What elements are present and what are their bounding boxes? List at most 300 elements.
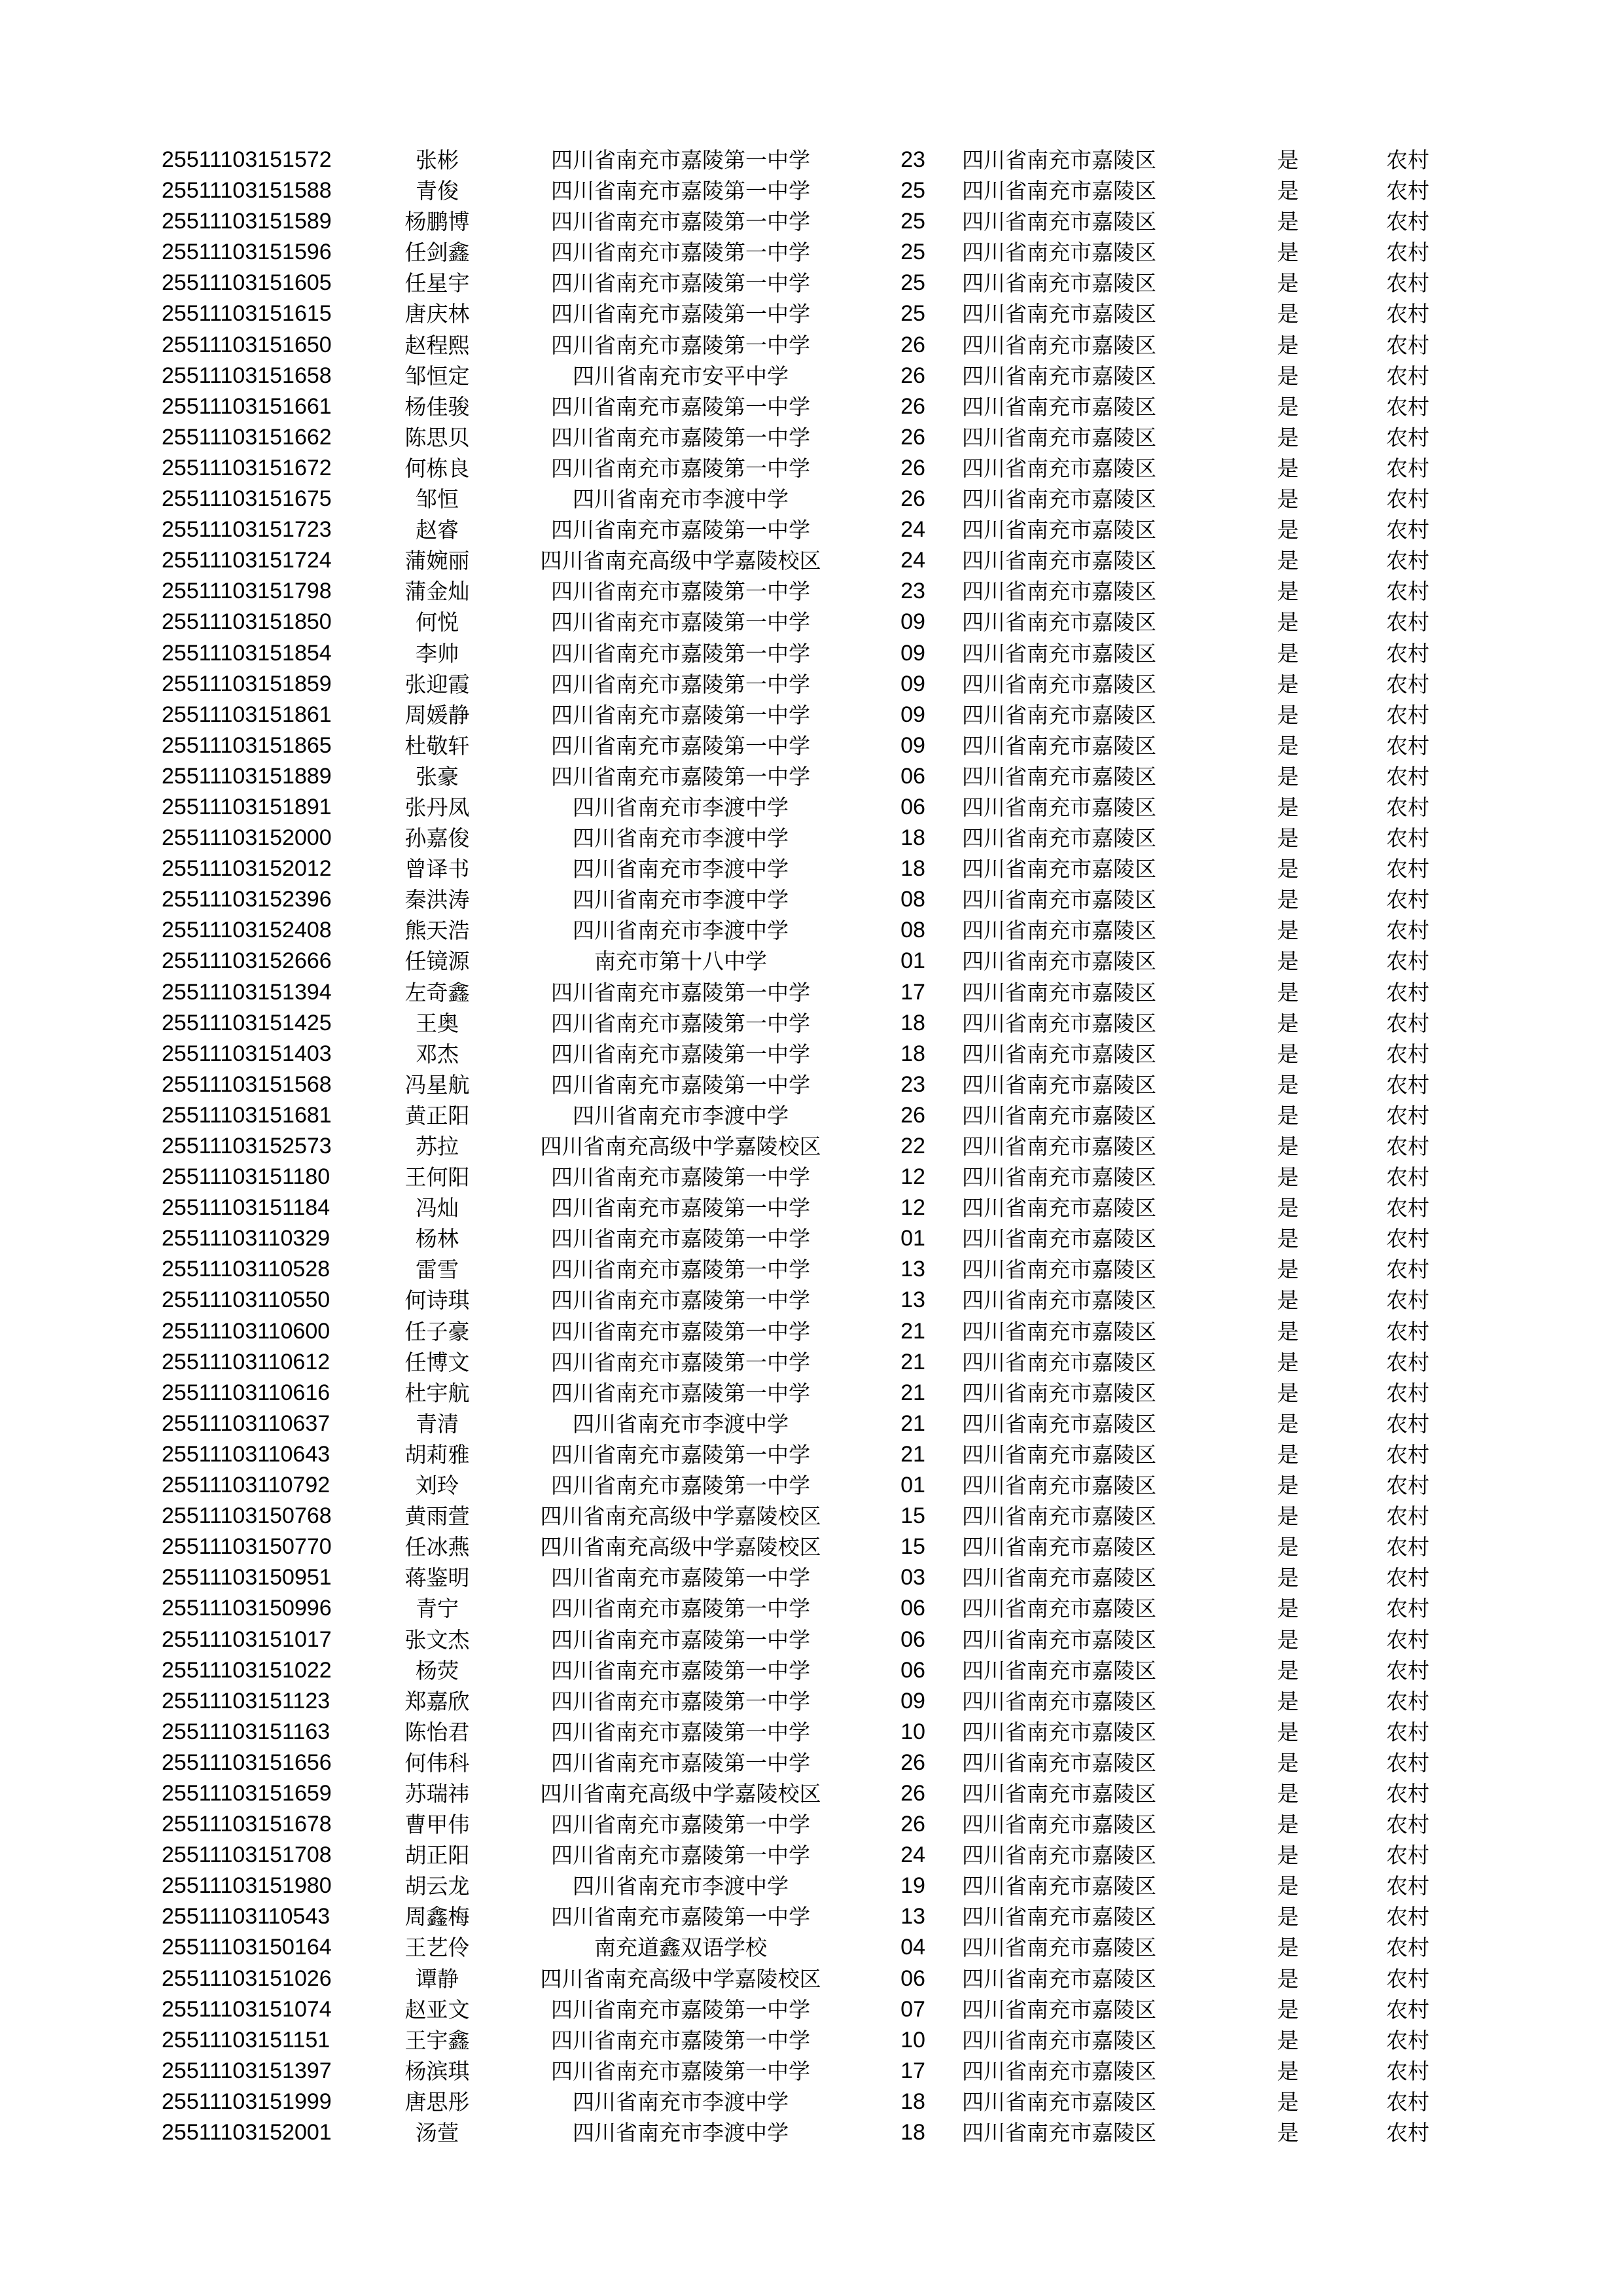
student-name-cell: 何悦 [416, 609, 459, 636]
student-name-cell: 杨滨琪 [404, 2058, 470, 2084]
flag-cell: 是 [1277, 1873, 1299, 1899]
area-type-cell: 农村 [1386, 1380, 1429, 1406]
region-cell: 四川省南充市嘉陵区 [962, 763, 1156, 789]
area-type-cell: 农村 [1386, 1010, 1429, 1036]
area-type-cell: 农村 [1386, 1749, 1429, 1776]
student-name-cell: 邹恒 [416, 486, 459, 512]
school-cell: 四川省南充市嘉陵第一中学 [551, 979, 810, 1005]
region-cell: 四川省南充市嘉陵区 [962, 548, 1156, 574]
table-row [0, 1039, 1623, 1069]
area-type-cell: 农村 [1386, 1780, 1429, 1806]
table-row [0, 1316, 1623, 1347]
flag-cell: 是 [1277, 1842, 1299, 1869]
student-name-cell: 胡云龙 [404, 1873, 470, 1899]
student-id-cell: 25511103150996 [162, 1596, 332, 1621]
school-cell: 四川省南充市嘉陵第一中学 [551, 1226, 810, 1252]
area-type-cell: 农村 [1386, 1349, 1429, 1375]
class-code-cell: 12 [901, 1195, 925, 1221]
area-type-cell: 农村 [1386, 301, 1429, 327]
student-id-cell: 25511103110600 [162, 1318, 330, 1344]
class-code-cell: 24 [901, 548, 925, 573]
school-cell: 四川省南充市嘉陵第一中学 [551, 1749, 810, 1776]
student-id-cell: 25511103110637 [162, 1410, 330, 1436]
student-name-cell: 张迎霞 [404, 671, 470, 697]
student-id-cell: 25511103151074 [162, 1996, 332, 2022]
area-type-cell: 农村 [1386, 1318, 1429, 1344]
flag-cell: 是 [1277, 856, 1299, 882]
student-name-cell: 赵程熙 [404, 332, 470, 358]
table-row [0, 237, 1623, 268]
region-cell: 四川省南充市嘉陵区 [962, 1657, 1156, 1683]
table-row [0, 1593, 1623, 1624]
table-row [0, 792, 1623, 823]
flag-cell: 是 [1277, 147, 1299, 173]
region-cell: 四川省南充市嘉陵区 [962, 332, 1156, 358]
student-name-cell: 青俊 [416, 178, 459, 204]
school-cell: 四川省南充市嘉陵第一中学 [551, 270, 810, 296]
student-name-cell: 胡莉雅 [404, 1441, 470, 1467]
area-type-cell: 农村 [1386, 393, 1429, 420]
area-type-cell: 农村 [1386, 763, 1429, 789]
region-cell: 四川省南充市嘉陵区 [962, 1873, 1156, 1899]
table-row [0, 977, 1623, 1008]
student-name-cell: 杨林 [416, 1226, 459, 1252]
school-cell: 四川省南充市嘉陵第一中学 [551, 393, 810, 420]
student-name-cell: 周媛静 [404, 702, 470, 728]
student-name-cell: 杨荧 [416, 1657, 459, 1683]
table-row [0, 1347, 1623, 1378]
flag-cell: 是 [1277, 1688, 1299, 1714]
class-code-cell: 06 [901, 1596, 925, 1621]
table-row [0, 1532, 1623, 1562]
school-cell: 四川省南充市嘉陵第一中学 [551, 1626, 810, 1653]
school-cell: 四川省南充市嘉陵第一中学 [551, 1041, 810, 1067]
table-row [0, 298, 1623, 329]
student-id-cell: 25511103151798 [162, 579, 332, 604]
table-row [0, 1562, 1623, 1593]
table-row [0, 1840, 1623, 1871]
student-name-cell: 冯星航 [404, 1071, 470, 1098]
student-id-cell: 25511103151675 [162, 486, 332, 512]
area-type-cell: 农村 [1386, 979, 1429, 1005]
class-code-cell: 26 [901, 363, 925, 388]
table-row [0, 545, 1623, 576]
area-type-cell: 农村 [1386, 1904, 1429, 1930]
class-code-cell: 21 [901, 1410, 925, 1436]
student-id-cell: 25511103151151 [162, 2027, 330, 2053]
table-row [0, 2087, 1623, 2117]
student-id-cell: 25511103110550 [162, 1287, 330, 1313]
student-name-cell: 任冰燕 [404, 1534, 470, 1560]
school-cell: 四川省南充市嘉陵第一中学 [551, 1287, 810, 1314]
area-type-cell: 农村 [1386, 332, 1429, 358]
flag-cell: 是 [1277, 1041, 1299, 1067]
student-name-cell: 何伟科 [404, 1749, 470, 1776]
class-code-cell: 01 [901, 948, 925, 974]
student-id-cell: 25511103151184 [162, 1195, 330, 1221]
region-cell: 四川省南充市嘉陵区 [962, 270, 1156, 296]
student-id-cell: 25511103151658 [162, 363, 332, 388]
school-cell: 四川省南充市嘉陵第一中学 [551, 1842, 810, 1869]
student-name-cell: 青清 [416, 1410, 459, 1437]
class-code-cell: 15 [901, 1503, 925, 1529]
school-cell: 四川省南充市嘉陵第一中学 [551, 1996, 810, 2022]
class-code-cell: 09 [901, 1688, 925, 1713]
region-cell: 四川省南充市嘉陵区 [962, 2058, 1156, 2084]
student-id-cell: 25511103110329 [162, 1226, 330, 1251]
student-id-cell: 25511103151656 [162, 1749, 332, 1775]
class-code-cell: 09 [901, 609, 925, 635]
region-cell: 四川省南充市嘉陵区 [962, 1935, 1156, 1961]
area-type-cell: 农村 [1386, 1195, 1429, 1221]
flag-cell: 是 [1277, 1134, 1299, 1159]
class-code-cell: 23 [901, 579, 925, 604]
region-cell: 四川省南充市嘉陵区 [962, 1318, 1156, 1344]
table-row [0, 576, 1623, 607]
student-name-cell: 邓杰 [416, 1041, 459, 1067]
flag-cell: 是 [1277, 301, 1299, 327]
class-code-cell: 26 [901, 1102, 925, 1128]
area-type-cell: 农村 [1386, 1503, 1429, 1530]
table-row [0, 2117, 1623, 2148]
class-code-cell: 21 [901, 1380, 925, 1405]
class-code-cell: 01 [901, 1473, 925, 1498]
class-code-cell: 26 [901, 455, 925, 480]
student-id-cell: 25511103151022 [162, 1657, 332, 1683]
student-id-cell: 25511103151394 [162, 979, 332, 1005]
student-id-cell: 25511103151615 [162, 301, 332, 327]
student-id-cell: 25511103151723 [162, 517, 332, 543]
student-id-cell: 25511103151661 [162, 393, 332, 419]
flag-cell: 是 [1277, 1318, 1299, 1344]
flag-cell: 是 [1277, 1996, 1299, 2022]
student-id-cell: 25511103152001 [162, 2120, 332, 2145]
table-row [0, 1223, 1623, 1254]
class-code-cell: 21 [901, 1318, 925, 1344]
area-type-cell: 农村 [1386, 1596, 1429, 1622]
region-cell: 四川省南充市嘉陵区 [962, 393, 1156, 420]
table-row [0, 946, 1623, 977]
area-type-cell: 农村 [1386, 1873, 1429, 1899]
student-id-cell: 25511103150164 [162, 1935, 332, 1960]
student-id-cell: 25511103151589 [162, 209, 332, 234]
class-code-cell: 23 [901, 147, 925, 172]
region-cell: 四川省南充市嘉陵区 [962, 240, 1156, 266]
student-name-cell: 李帅 [416, 640, 459, 666]
region-cell: 四川省南充市嘉陵区 [962, 887, 1156, 913]
student-name-cell: 黄雨萱 [404, 1503, 470, 1530]
student-name-cell: 张丹凤 [404, 794, 470, 820]
student-name-cell: 杨鹏博 [404, 209, 470, 235]
class-code-cell: 13 [901, 1287, 925, 1313]
flag-cell: 是 [1277, 1749, 1299, 1776]
table-row [0, 1008, 1623, 1039]
student-id-cell: 25511103151724 [162, 548, 332, 573]
area-type-cell: 农村 [1386, 424, 1429, 450]
area-type-cell: 农村 [1386, 1996, 1429, 2022]
class-code-cell: 17 [901, 979, 925, 1005]
student-id-cell: 25511103151650 [162, 332, 332, 357]
student-name-cell: 胡正阳 [404, 1842, 470, 1869]
table-row [0, 1748, 1623, 1778]
student-name-cell: 张文杰 [404, 1626, 470, 1653]
table-row [0, 1254, 1623, 1285]
class-code-cell: 09 [901, 732, 925, 758]
flag-cell: 是 [1277, 671, 1299, 697]
student-name-cell: 黄正阳 [404, 1102, 470, 1128]
class-code-cell: 21 [901, 1349, 925, 1374]
class-code-cell: 13 [901, 1904, 925, 1929]
school-cell: 四川省南充市嘉陵第一中学 [551, 1380, 810, 1406]
class-code-cell: 07 [901, 1996, 925, 2022]
student-id-cell: 25511103151403 [162, 1041, 332, 1066]
student-name-cell: 杨佳骏 [404, 393, 470, 420]
table-row [0, 1470, 1623, 1501]
student-id-cell: 25511103151659 [162, 1780, 332, 1806]
flag-cell: 是 [1277, 825, 1299, 852]
table-row [0, 268, 1623, 298]
student-name-cell: 陈思贝 [404, 424, 470, 450]
region-cell: 四川省南充市嘉陵区 [962, 1071, 1156, 1098]
school-cell: 四川省南充市嘉陵第一中学 [551, 517, 810, 543]
student-id-cell: 25511103151397 [162, 2058, 332, 2083]
region-cell: 四川省南充市嘉陵区 [962, 1688, 1156, 1714]
class-code-cell: 06 [901, 1657, 925, 1683]
student-name-cell: 任子豪 [404, 1318, 470, 1344]
school-cell: 四川省南充高级中学嘉陵校区 [540, 548, 821, 574]
student-name-cell: 曾译书 [404, 856, 470, 882]
student-id-cell: 25511103151859 [162, 671, 332, 696]
class-code-cell: 21 [901, 1441, 925, 1467]
flag-cell: 是 [1277, 579, 1299, 605]
region-cell: 四川省南充市嘉陵区 [962, 1349, 1156, 1375]
student-name-cell: 蒲金灿 [404, 579, 470, 605]
flag-cell: 是 [1277, 1565, 1299, 1591]
student-name-cell: 王宇鑫 [404, 2027, 470, 2053]
student-name-cell: 杜敬轩 [404, 732, 470, 759]
student-name-cell: 陈怡君 [404, 1719, 470, 1745]
school-cell: 四川省南充市李渡中学 [573, 1102, 789, 1128]
student-name-cell: 郑嘉欣 [404, 1688, 470, 1714]
table-row [0, 884, 1623, 915]
student-id-cell: 25511103151017 [162, 1626, 332, 1652]
class-code-cell: 09 [901, 702, 925, 727]
school-cell: 四川省南充市嘉陵第一中学 [551, 147, 810, 173]
table-row [0, 1994, 1623, 2025]
class-code-cell: 26 [901, 424, 925, 450]
student-name-cell: 蒋鉴明 [404, 1565, 470, 1591]
student-name-cell: 邹恒定 [404, 363, 470, 389]
student-id-cell: 25511103110792 [162, 1473, 330, 1498]
school-cell: 四川省南充市嘉陵第一中学 [551, 1904, 810, 1930]
flag-cell: 是 [1277, 486, 1299, 512]
table-row [0, 206, 1623, 237]
school-cell: 四川省南充市嘉陵第一中学 [551, 1257, 810, 1283]
flag-cell: 是 [1277, 1441, 1299, 1467]
flag-cell: 是 [1277, 2027, 1299, 2053]
class-code-cell: 26 [901, 486, 925, 512]
student-name-cell: 王艺伶 [404, 1935, 470, 1961]
school-cell: 四川省南充高级中学嘉陵校区 [540, 1503, 821, 1530]
area-type-cell: 农村 [1386, 1134, 1429, 1159]
student-name-cell: 曹甲伟 [404, 1812, 470, 1838]
region-cell: 四川省南充市嘉陵区 [962, 301, 1156, 327]
student-name-cell: 张彬 [416, 147, 459, 173]
table-row [0, 514, 1623, 545]
class-code-cell: 18 [901, 2120, 925, 2145]
table-row [0, 1932, 1623, 1963]
student-name-cell: 任镜源 [404, 948, 470, 975]
school-cell: 四川省南充高级中学嘉陵校区 [540, 1534, 821, 1560]
area-type-cell: 农村 [1386, 548, 1429, 574]
table-row [0, 1809, 1623, 1840]
flag-cell: 是 [1277, 1380, 1299, 1406]
student-id-cell: 25511103151865 [162, 732, 332, 758]
flag-cell: 是 [1277, 2089, 1299, 2115]
region-cell: 四川省南充市嘉陵区 [962, 1134, 1156, 1159]
student-id-cell: 25511103151850 [162, 609, 332, 635]
region-cell: 四川省南充市嘉陵区 [962, 918, 1156, 944]
table-row [0, 391, 1623, 422]
area-type-cell: 农村 [1386, 517, 1429, 543]
school-cell: 四川省南充市嘉陵第一中学 [551, 1195, 810, 1221]
student-id-cell: 25511103110643 [162, 1441, 330, 1467]
school-cell: 四川省南充市嘉陵第一中学 [551, 2027, 810, 2053]
flag-cell: 是 [1277, 178, 1299, 204]
class-code-cell: 23 [901, 1071, 925, 1097]
table-row [0, 484, 1623, 514]
region-cell: 四川省南充市嘉陵区 [962, 1287, 1156, 1314]
class-code-cell: 01 [901, 1226, 925, 1251]
school-cell: 四川省南充市嘉陵第一中学 [551, 1688, 810, 1714]
area-type-cell: 农村 [1386, 486, 1429, 512]
school-cell: 四川省南充市嘉陵第一中学 [551, 1812, 810, 1838]
area-type-cell: 农村 [1386, 1626, 1429, 1653]
school-cell: 四川省南充市嘉陵第一中学 [551, 763, 810, 789]
student-name-cell: 任博文 [404, 1349, 470, 1375]
school-cell: 四川省南充市嘉陵第一中学 [551, 1349, 810, 1375]
region-cell: 四川省南充市嘉陵区 [962, 979, 1156, 1005]
class-code-cell: 18 [901, 825, 925, 851]
table-row [0, 1285, 1623, 1316]
table-row [0, 1964, 1623, 1994]
student-id-cell: 25511103152666 [162, 948, 332, 974]
area-type-cell: 农村 [1386, 1842, 1429, 1869]
school-cell: 四川省南充市嘉陵第一中学 [551, 301, 810, 327]
school-cell: 四川省南充市嘉陵第一中学 [551, 178, 810, 204]
region-cell: 四川省南充市嘉陵区 [962, 1380, 1156, 1406]
school-cell: 四川省南充市李渡中学 [573, 825, 789, 852]
region-cell: 四川省南充市嘉陵区 [962, 1010, 1156, 1036]
flag-cell: 是 [1277, 1965, 1299, 1992]
area-type-cell: 农村 [1386, 825, 1429, 852]
student-list-table [0, 145, 1623, 2148]
flag-cell: 是 [1277, 794, 1299, 820]
area-type-cell: 农村 [1386, 1257, 1429, 1283]
table-row [0, 330, 1623, 361]
table-row [0, 1686, 1623, 1717]
table-row [0, 1501, 1623, 1532]
class-code-cell: 09 [901, 640, 925, 666]
table-row [0, 761, 1623, 792]
class-code-cell: 08 [901, 918, 925, 943]
region-cell: 四川省南充市嘉陵区 [962, 1565, 1156, 1591]
table-row [0, 1162, 1623, 1193]
class-code-cell: 25 [901, 240, 925, 265]
student-id-cell: 25511103150768 [162, 1503, 332, 1529]
student-id-cell: 25511103151425 [162, 1010, 332, 1035]
flag-cell: 是 [1277, 1226, 1299, 1252]
school-cell: 四川省南充市嘉陵第一中学 [551, 240, 810, 266]
table-row [0, 1069, 1623, 1100]
region-cell: 四川省南充市嘉陵区 [962, 1996, 1156, 2022]
flag-cell: 是 [1277, 393, 1299, 420]
area-type-cell: 农村 [1386, 178, 1429, 204]
student-name-cell: 赵亚文 [404, 1996, 470, 2022]
student-id-cell: 25511103151891 [162, 794, 332, 819]
table-row [0, 175, 1623, 206]
table-row [0, 1193, 1623, 1223]
flag-cell: 是 [1277, 1596, 1299, 1622]
class-code-cell: 10 [901, 1719, 925, 1744]
school-cell: 四川省南充市嘉陵第一中学 [551, 671, 810, 697]
area-type-cell: 农村 [1386, 732, 1429, 759]
region-cell: 四川省南充市嘉陵区 [962, 1904, 1156, 1930]
student-id-cell: 25511103151588 [162, 178, 332, 204]
student-name-cell: 杜宇航 [404, 1380, 470, 1406]
student-name-cell: 熊天浩 [404, 918, 470, 944]
class-code-cell: 06 [901, 794, 925, 819]
class-code-cell: 26 [901, 393, 925, 419]
flag-cell: 是 [1277, 2058, 1299, 2084]
student-id-cell: 25511103151708 [162, 1842, 332, 1868]
region-cell: 四川省南充市嘉陵区 [962, 517, 1156, 543]
region-cell: 四川省南充市嘉陵区 [962, 486, 1156, 512]
school-cell: 四川省南充市嘉陵第一中学 [551, 1596, 810, 1622]
student-id-cell: 25511103151672 [162, 455, 332, 480]
area-type-cell: 农村 [1386, 455, 1429, 481]
school-cell: 四川省南充市李渡中学 [573, 918, 789, 944]
table-row [0, 700, 1623, 730]
region-cell: 四川省南充市嘉陵区 [962, 702, 1156, 728]
flag-cell: 是 [1277, 763, 1299, 789]
region-cell: 四川省南充市嘉陵区 [962, 640, 1156, 666]
area-type-cell: 农村 [1386, 1657, 1429, 1683]
flag-cell: 是 [1277, 1904, 1299, 1930]
class-code-cell: 24 [901, 1842, 925, 1868]
student-id-cell: 25511103150770 [162, 1534, 332, 1560]
region-cell: 四川省南充市嘉陵区 [962, 1195, 1156, 1221]
flag-cell: 是 [1277, 1071, 1299, 1098]
student-id-cell: 25511103110543 [162, 1904, 330, 1929]
school-cell: 四川省南充市嘉陵第一中学 [551, 732, 810, 759]
region-cell: 四川省南充市嘉陵区 [962, 1749, 1156, 1776]
area-type-cell: 农村 [1386, 918, 1429, 944]
flag-cell: 是 [1277, 1102, 1299, 1128]
student-id-cell: 25511103151568 [162, 1071, 332, 1097]
student-id-cell: 25511103151861 [162, 702, 332, 727]
flag-cell: 是 [1277, 918, 1299, 944]
class-code-cell: 26 [901, 1780, 925, 1806]
area-type-cell: 农村 [1386, 147, 1429, 173]
school-cell: 四川省南充市嘉陵第一中学 [551, 1071, 810, 1098]
flag-cell: 是 [1277, 270, 1299, 296]
student-name-cell: 何诗琪 [404, 1287, 470, 1314]
student-name-cell: 刘玲 [416, 1473, 459, 1499]
table-row [0, 730, 1623, 761]
region-cell: 四川省南充市嘉陵区 [962, 2120, 1156, 2145]
region-cell: 四川省南充市嘉陵区 [962, 732, 1156, 759]
